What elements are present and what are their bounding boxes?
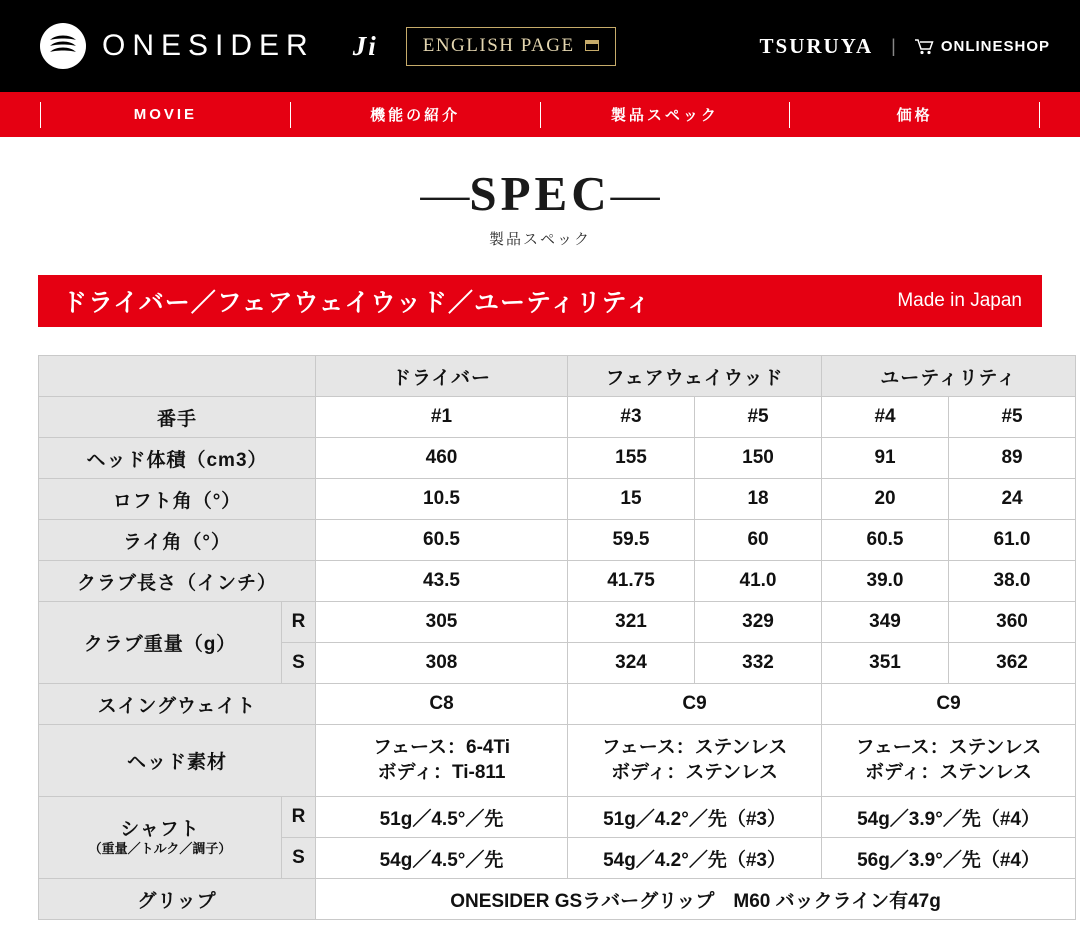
weight-s-utility-5: 362 xyxy=(949,643,1076,684)
lie-fairway-3: 59.5 xyxy=(568,520,695,561)
flex-s-shaft: S xyxy=(282,838,316,879)
swingweight-fairway: C9 xyxy=(568,684,822,725)
row-label-swingweight: スイングウェイト xyxy=(39,684,316,725)
title-dash-right: — xyxy=(610,166,660,221)
length-utility-5: 38.0 xyxy=(949,561,1076,602)
nav-item-movie[interactable]: MOVIE xyxy=(40,102,291,128)
main-nav xyxy=(0,92,1080,137)
row-label-shaft-note: （重量／トルク／調子） xyxy=(88,841,232,857)
head-volume-fairway-5: 150 xyxy=(695,438,822,479)
row-label-shaft xyxy=(39,797,282,879)
table-row xyxy=(39,602,1076,643)
head-material-utility xyxy=(822,725,1076,797)
brand-logo[interactable] xyxy=(40,23,378,69)
lie-driver-1: 60.5 xyxy=(316,520,568,561)
tsuruya-logo[interactable]: TSURUYA xyxy=(759,33,874,58)
table-row xyxy=(39,561,1076,602)
loft-fairway-5: 18 xyxy=(695,479,822,520)
shaft-s-driver: 54g／4.5°／先 xyxy=(316,838,568,879)
head-volume-fairway-3: 155 xyxy=(568,438,695,479)
head-material-driver-body: ボディ：Ti-811 xyxy=(377,761,506,783)
head-material-driver xyxy=(316,725,568,797)
english-page-label: ENGLISH PAGE xyxy=(422,34,575,56)
row-label-grip: グリップ xyxy=(39,879,316,920)
lie-utility-4: 60.5 xyxy=(822,520,949,561)
onlineshop-link[interactable] xyxy=(914,38,1050,55)
table-row xyxy=(39,520,1076,561)
header-right-group xyxy=(760,34,1050,59)
site-header xyxy=(0,0,1080,92)
row-label-lie: ライ角（°） xyxy=(39,520,316,561)
length-driver-1: 43.5 xyxy=(316,561,568,602)
made-in-japan-note: Made in Japan xyxy=(897,290,1022,311)
table-row xyxy=(39,438,1076,479)
lie-fairway-5: 60 xyxy=(695,520,822,561)
head-material-utility-body: ボディ：ステンレス xyxy=(864,761,1033,783)
category-band xyxy=(38,275,1042,327)
loft-utility-4: 20 xyxy=(822,479,949,520)
header-driver: ドライバー xyxy=(316,356,568,397)
cart-icon xyxy=(914,38,934,55)
weight-r-driver-1: 305 xyxy=(316,602,568,643)
table-header-row xyxy=(39,356,1076,397)
header-fairway: フェアウェイウッド xyxy=(568,356,822,397)
swingweight-utility: C9 xyxy=(822,684,1076,725)
flex-r-weight: R xyxy=(282,602,316,643)
weight-s-utility-4: 351 xyxy=(822,643,949,684)
new-window-icon xyxy=(585,40,599,51)
shaft-r-driver: 51g／4.5°／先 xyxy=(316,797,568,838)
head-material-fairway-body: ボディ：ステンレス xyxy=(610,761,779,783)
row-label-shaft-text: シャフト xyxy=(120,818,200,840)
title-dash-left: — xyxy=(420,166,470,221)
shaft-r-fairway: 51g／4.2°／先（#3） xyxy=(568,797,822,838)
flex-s-weight: S xyxy=(282,643,316,684)
header-blank-cell xyxy=(39,356,316,397)
row-label-head-volume: ヘッド体積（cm3） xyxy=(39,438,316,479)
table-row xyxy=(39,479,1076,520)
shaft-r-utility: 54g／3.9°／先（#4） xyxy=(822,797,1076,838)
head-volume-utility-4: 91 xyxy=(822,438,949,479)
table-row xyxy=(39,879,1076,920)
row-label-club-weight: クラブ重量（g） xyxy=(39,602,282,684)
loft-driver-1: 10.5 xyxy=(316,479,568,520)
grip-value: ONESIDER GSラバーグリップ M60 バックライン有47g xyxy=(316,879,1076,920)
nav-item-spec[interactable]: 製品スペック xyxy=(541,102,791,128)
header-utility: ユーティリティ xyxy=(822,356,1076,397)
weight-r-utility-4: 349 xyxy=(822,602,949,643)
head-material-driver-face: フェース：6-4Ti xyxy=(372,736,511,758)
number-fairway-3: #3 xyxy=(568,397,695,438)
table-row xyxy=(39,797,1076,838)
number-utility-5: #5 xyxy=(949,397,1076,438)
table-row xyxy=(39,684,1076,725)
nav-item-features[interactable]: 機能の紹介 xyxy=(291,102,541,128)
loft-utility-5: 24 xyxy=(949,479,1076,520)
number-utility-4: #4 xyxy=(822,397,949,438)
brand-name: ONESIDER xyxy=(102,29,315,62)
row-label-head-material: ヘッド素材 xyxy=(39,725,316,797)
weight-r-fairway-5: 329 xyxy=(695,602,822,643)
number-fairway-5: #5 xyxy=(695,397,822,438)
weight-r-utility-5: 360 xyxy=(949,602,1076,643)
table-row xyxy=(39,725,1076,797)
weight-r-fairway-3: 321 xyxy=(568,602,695,643)
shaft-s-fairway: 54g／4.2°／先（#3） xyxy=(568,838,822,879)
length-fairway-3: 41.75 xyxy=(568,561,695,602)
onlineshop-label: ONLINESHOP xyxy=(940,37,1050,55)
weight-s-fairway-5: 332 xyxy=(695,643,822,684)
row-label-length: クラブ長さ（インチ） xyxy=(39,561,316,602)
title-text: SPEC xyxy=(469,166,611,221)
lie-utility-5: 61.0 xyxy=(949,520,1076,561)
head-volume-driver-1: 460 xyxy=(316,438,568,479)
page-title xyxy=(0,165,1080,222)
head-material-fairway xyxy=(568,725,822,797)
nav-item-price[interactable]: 価格 xyxy=(790,102,1040,128)
number-driver-1: #1 xyxy=(316,397,568,438)
page-subtitle: 製品スペック xyxy=(488,231,591,248)
header-separator: | xyxy=(891,35,896,56)
head-material-fairway-face: フェース：ステンレス xyxy=(601,736,788,758)
head-material-utility-face: フェース：ステンレス xyxy=(855,736,1042,758)
onesider-logo-icon xyxy=(40,23,86,69)
flex-r-shaft: R xyxy=(282,797,316,838)
head-volume-utility-5: 89 xyxy=(949,438,1076,479)
category-title: ドライバー／フェアウェイウッド／ユーティリティ xyxy=(62,289,652,317)
length-fairway-5: 41.0 xyxy=(695,561,822,602)
weight-s-fairway-3: 324 xyxy=(568,643,695,684)
english-page-button[interactable] xyxy=(406,27,616,66)
row-label-number: 番手 xyxy=(39,397,316,438)
table-row xyxy=(39,397,1076,438)
spec-heading-block xyxy=(0,137,1080,249)
spec-table-wrapper xyxy=(38,355,1042,920)
weight-s-driver-1: 308 xyxy=(316,643,568,684)
length-utility-4: 39.0 xyxy=(822,561,949,602)
loft-fairway-3: 15 xyxy=(568,479,695,520)
row-label-loft: ロフト角（°） xyxy=(39,479,316,520)
shaft-s-utility: 56g／3.9°／先（#4） xyxy=(822,838,1076,879)
brand-model: Ji xyxy=(352,30,378,61)
swingweight-driver: C8 xyxy=(316,684,568,725)
spec-table xyxy=(38,355,1076,920)
